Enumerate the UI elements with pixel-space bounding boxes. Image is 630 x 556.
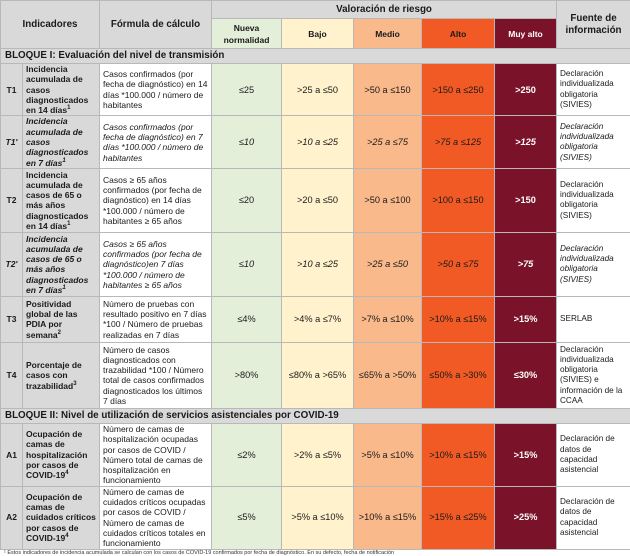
value-muy-alto: >75	[495, 232, 557, 296]
indicator-source: Declaración individualizada obligatoria (SIVIES)	[557, 116, 630, 168]
level-muy-alto: Muy alto	[495, 19, 557, 49]
value-bajo: >2% a ≤5%	[282, 423, 354, 486]
indicator-name: Incidencia acumulada de casos diagnosticados en 7 días$^1$	[23, 116, 100, 168]
value-medio: >25 a ≤50	[354, 232, 422, 296]
indicator-code: A1	[1, 423, 23, 486]
indicator-code: T1	[1, 64, 23, 116]
value-muy-alto: >125	[495, 116, 557, 168]
table-row	[1, 64, 630, 116]
table-row	[1, 296, 630, 342]
header-indicadores: Indicadores	[1, 1, 100, 49]
footnote-ref: 4	[65, 533, 68, 539]
indicator-code: T2	[1, 168, 23, 232]
indicator-source: Declaración de datos de capacidad asistencial	[557, 423, 630, 486]
indicator-name: Ocupación de camas de cuidados críticos por casos de COVID-$19^4$	[23, 486, 100, 549]
indicator-name: Porcentaje de casos con trazabilidad$^3$	[23, 342, 100, 408]
header-formula: Fórmula de cálculo	[100, 1, 212, 49]
level-bajo: Bajo	[282, 19, 354, 49]
value-bajo: >5% a ≤10%	[282, 486, 354, 549]
bloque-2-title: BLOQUE II: Nivel de utilización de servicios asistenciales por COVID-19	[1, 408, 630, 423]
table-row	[1, 116, 630, 168]
indicator-formula: Número de pruebas con resultado positivo en 7 días *100 / Número de pruebas realizadas en 7 días	[100, 296, 212, 342]
value-muy-alto: >15%	[495, 296, 557, 342]
value-nueva-normalidad: ≤10	[212, 232, 282, 296]
indicator-formula: Número de casos diagnosticados con trazabilidad *100 / Número total de casos confirmados diagnosticados los últimos 7 días	[100, 342, 212, 408]
indicator-code: T2'	[1, 232, 23, 296]
indicator-code: T4	[1, 342, 23, 408]
value-nueva-normalidad: ≤25	[212, 64, 282, 116]
level-medio: Medio	[354, 19, 422, 49]
value-muy-alto: >15%	[495, 423, 557, 486]
footnote-ref: 1	[67, 221, 70, 227]
indicator-name: Incidencia acumulada de casos de 65 o más años diagnosticados en 14 días$^1$	[23, 168, 100, 232]
footnote: ¹ Estos indicadores de incidencia acumulada se calculan con los casos de COVID-19 confirmados por fecha de diagnóstico. En su defecto, fecha de notificación	[0, 550, 630, 556]
header-valoracion: Valoración de riesgo	[212, 1, 557, 19]
value-medio: >7% a ≤10%	[354, 296, 422, 342]
value-alto: >10% a ≤15%	[422, 423, 495, 486]
value-alto: >100 a ≤150	[422, 168, 495, 232]
value-bajo: ≤80% a >65%	[282, 342, 354, 408]
footnote-ref: 4	[65, 470, 68, 476]
value-medio: >25 a ≤75	[354, 116, 422, 168]
indicator-code: A2	[1, 486, 23, 549]
value-muy-alto: ≤30%	[495, 342, 557, 408]
indicator-source: Declaración individualizada obligatoria (SIVIES) e información de la CCAA	[557, 342, 630, 408]
value-nueva-normalidad: ≤4%	[212, 296, 282, 342]
value-nueva-normalidad: ≤5%	[212, 486, 282, 549]
footnote-ref: 1	[62, 285, 65, 291]
level-alto: Alto	[422, 19, 495, 49]
value-alto: >10% a ≤15%	[422, 296, 495, 342]
header-fuente: Fuente de información	[557, 1, 630, 49]
indicator-name: Positividad global de las PDIA por semana$^2$	[23, 296, 100, 342]
indicator-formula: Casos ≥ 65 años confirmados (por fecha de diagnóstico) en 14 días *100.000 / número de habitantes ≥ 65 años	[100, 168, 212, 232]
indicator-source: SERLAB	[557, 296, 630, 342]
value-medio: >50 a ≤100	[354, 168, 422, 232]
indicator-name: Ocupación de camas de hospitalización por casos de COVID-$19^4$	[23, 423, 100, 486]
footnote-ref: 3	[73, 381, 76, 387]
value-medio: >50 a ≤150	[354, 64, 422, 116]
indicator-formula: Casos ≥ 65 años confirmados (por fecha de diagnóstico)en 7 días *100.000 / número de habitantes ≥ 65 años	[100, 232, 212, 296]
value-muy-alto: >250	[495, 64, 557, 116]
indicator-source: Declaración individualizada obligatoria (SIVIES)	[557, 64, 630, 116]
value-alto: >15% a ≤25%	[422, 486, 495, 549]
value-bajo: >20 a ≤50	[282, 168, 354, 232]
indicator-code: T3	[1, 296, 23, 342]
value-alto: >50 a ≤75	[422, 232, 495, 296]
indicator-code: T1'	[1, 116, 23, 168]
level-nueva-normalidad: Nueva normalidad	[212, 19, 282, 49]
value-bajo: >10 a ≤25	[282, 232, 354, 296]
indicator-source: Declaración individualizada obligatoria (SIVIES)	[557, 168, 630, 232]
indicator-formula: Casos confirmados (por fecha de diagnóstico) en 14 días *100.000 / número de habitantes	[100, 64, 212, 116]
value-alto: ≤50% a >30%	[422, 342, 495, 408]
value-muy-alto: >25%	[495, 486, 557, 549]
indicator-name: Incidencia acumulada de casos diagnosticados en 14 días$^1$	[23, 64, 100, 116]
value-alto: >75 a ≤125	[422, 116, 495, 168]
value-nueva-normalidad: ≤20	[212, 168, 282, 232]
value-bajo: >25 a ≤50	[282, 64, 354, 116]
table-row	[1, 423, 630, 486]
value-nueva-normalidad: >80%	[212, 342, 282, 408]
table-row	[1, 168, 630, 232]
value-bajo: >10 a ≤25	[282, 116, 354, 168]
indicator-formula: Número de camas de cuidados críticos ocupadas por casos de COVID / Número de camas de cuidados críticos totales en funcionamiento	[100, 486, 212, 549]
value-bajo: >4% a ≤7%	[282, 296, 354, 342]
value-alto: >150 a ≤250	[422, 64, 495, 116]
footnote-ref: 2	[58, 330, 61, 336]
value-muy-alto: >150	[495, 168, 557, 232]
bloque-1-title: BLOQUE I: Evaluación del nivel de transmisión	[1, 49, 630, 64]
table-row	[1, 342, 630, 408]
value-nueva-normalidad: ≤10	[212, 116, 282, 168]
value-medio: >5% a ≤10%	[354, 423, 422, 486]
indicator-formula: Casos confirmados (por fecha de diagnóstico) en 7 días *100.000 / número de habitantes	[100, 116, 212, 168]
footnote-ref: 1	[62, 158, 65, 164]
value-medio: ≤65% a >50%	[354, 342, 422, 408]
indicator-source: Declaración individualizada obligatoria (SIVIES)	[557, 232, 630, 296]
footnote-ref: 1	[67, 105, 70, 111]
indicator-source: Declaración de datos de capacidad asistencial	[557, 486, 630, 549]
indicator-name: Incidencia acumulada de casos de 65 o más años diagnosticados en 7 días$^1$	[23, 232, 100, 296]
table-row	[1, 486, 630, 549]
value-medio: >10% a ≤15%	[354, 486, 422, 549]
indicator-formula: Número de camas de hospitalización ocupadas por casos de COVID / Número total de camas de hospitalización en funcionamiento	[100, 423, 212, 486]
table-row	[1, 232, 630, 296]
value-nueva-normalidad: ≤2%	[212, 423, 282, 486]
